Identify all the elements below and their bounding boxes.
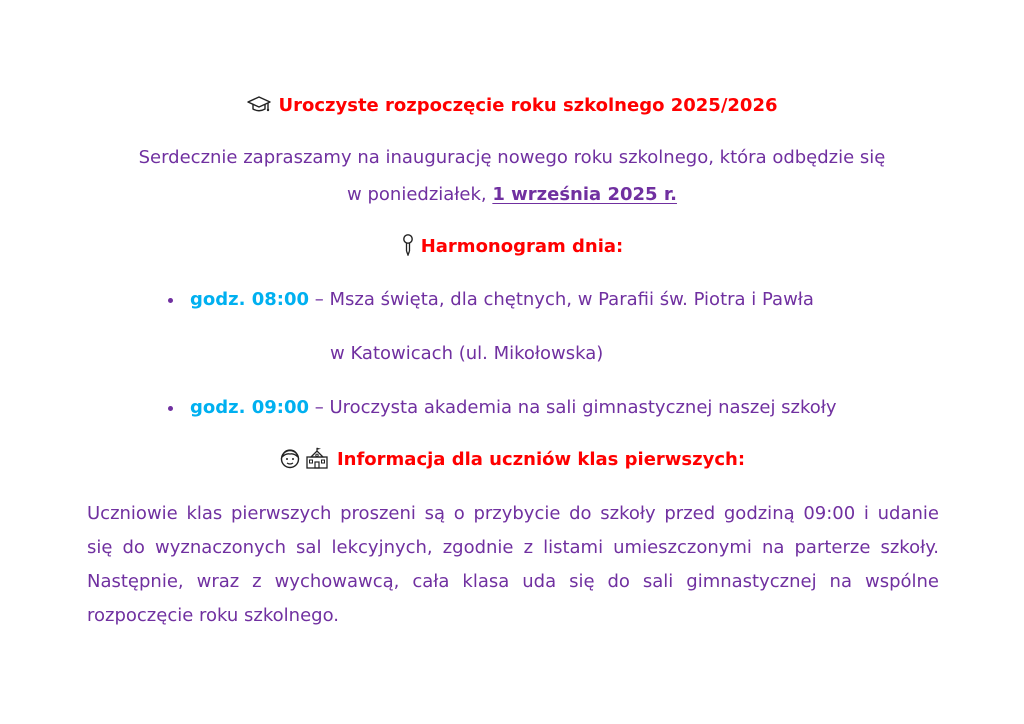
paragraph-line: Uczniowie klas pierwszych proszeni są o przybycie do szkoły przed godziną 09:00 i udanie <box>87 503 939 524</box>
school-icon <box>305 447 329 469</box>
pushpin-icon <box>401 234 415 256</box>
graduation-cap-icon <box>247 94 271 114</box>
boy-face-icon <box>279 447 301 469</box>
bullet-icon <box>168 406 173 411</box>
schedule-description: – Msza święta, dla chętnych, w Parafii św. Piotra i Pawła <box>309 289 814 310</box>
paragraph-line: się do wyznaczonych sal lekcyjnych, zgodnie z listami umieszczonymi na parterze szkoły. <box>87 537 939 558</box>
schedule-item <box>170 396 837 420</box>
intro-line-1: Serdecznie zapraszamy na inaugurację nowego roku szkolnego, która odbędzie się <box>138 147 886 168</box>
first-grade-heading-row <box>0 448 1024 472</box>
title-row <box>0 94 1024 118</box>
paragraph-line: rozpoczęcie roku szkolnego. <box>87 605 339 626</box>
first-grade-heading: Informacja dla uczniów klas pierwszych: <box>336 449 746 470</box>
bullet-icon <box>168 298 173 303</box>
paragraph-line: Następnie, wraz z wychowawcą, cała klasa uda się do sali gimnastycznej na wspólne <box>87 571 939 592</box>
page-title: Uroczyste rozpoczęcie roku szkolnego 2025/2026 <box>278 95 778 116</box>
intro-date-prefix: w poniedziałek, <box>347 184 493 205</box>
first-grade-paragraph <box>87 497 939 633</box>
schedule-time: godz. 08:00 <box>190 289 310 310</box>
schedule-time: godz. 09:00 <box>190 397 310 418</box>
intro-line-2 <box>0 183 1024 207</box>
event-date: 1 września 2025 r. <box>492 184 677 205</box>
schedule-heading: Harmonogram dnia: <box>420 236 624 257</box>
schedule-heading-row <box>0 235 1024 259</box>
schedule-item <box>170 288 814 312</box>
schedule-item-continuation: w Katowicach (ul. Mikołowska) <box>330 343 604 364</box>
schedule-description: – Uroczysta akademia na sali gimnastycznej naszej szkoły <box>309 397 837 418</box>
